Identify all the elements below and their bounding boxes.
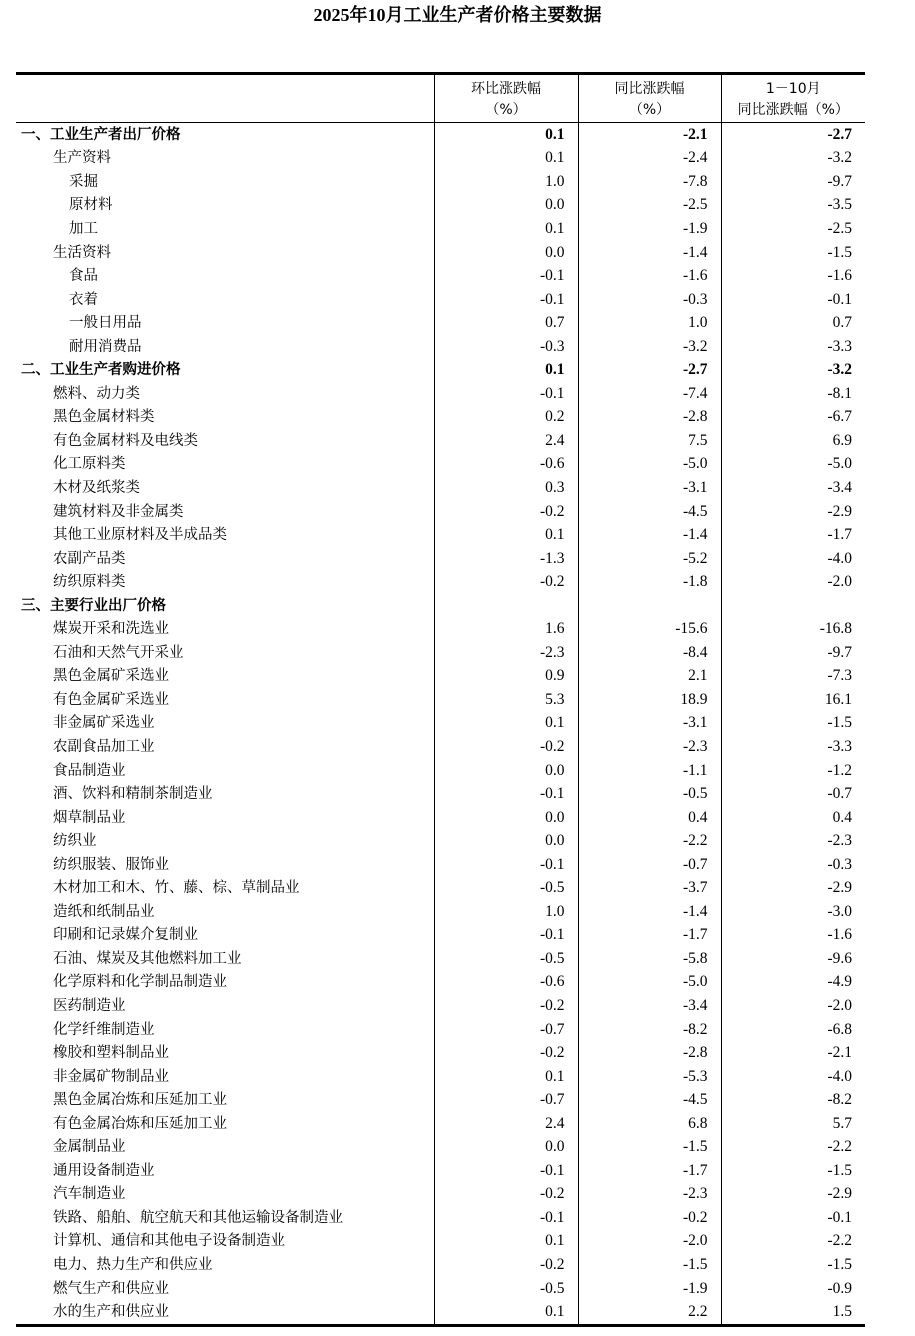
- ytd-yoy-change-value: -9.7: [721, 170, 865, 194]
- yoy-change-value: -2.7: [578, 358, 721, 382]
- row-label: 燃气生产和供应业: [53, 1280, 169, 1297]
- table-row: [16, 217, 865, 241]
- table-row: [16, 1183, 865, 1207]
- mom-change-value: -0.5: [434, 947, 578, 971]
- ytd-yoy-change-value: 0.7: [721, 311, 865, 335]
- mom-change-value: -0.3: [434, 335, 578, 359]
- yoy-change-value: -0.2: [578, 1206, 721, 1230]
- table-row: [16, 1088, 865, 1112]
- table-row: [16, 688, 865, 712]
- mom-change-value: -0.2: [434, 735, 578, 759]
- table-row: [16, 735, 865, 759]
- header-yoy-label: 同比涨跌幅: [614, 80, 685, 97]
- table-row: [16, 311, 865, 335]
- mom-change-value: 0.0: [434, 1136, 578, 1160]
- mom-change-value: 0.1: [434, 147, 578, 171]
- table-row: [16, 665, 865, 689]
- row-label: 水的生产和供应业: [53, 1304, 169, 1321]
- table-row: [16, 523, 865, 547]
- row-label: 有色金属矿采选业: [53, 691, 169, 708]
- row-label: 燃料、动力类: [53, 385, 140, 402]
- table-row: [16, 194, 865, 218]
- yoy-change-value: -1.5: [578, 1136, 721, 1160]
- ytd-yoy-change-value: -2.3: [721, 829, 865, 853]
- row-label: 黑色金属材料类: [53, 409, 155, 426]
- ytd-yoy-change-value: 1.5: [721, 1300, 865, 1325]
- table-row: [16, 406, 865, 430]
- mom-change-value: -0.1: [434, 264, 578, 288]
- ytd-yoy-change-value: -3.2: [721, 358, 865, 382]
- ytd-yoy-change-value: -3.5: [721, 194, 865, 218]
- table-row: [16, 829, 865, 853]
- row-label: 非金属矿采选业: [53, 715, 155, 732]
- yoy-change-value: -3.4: [578, 994, 721, 1018]
- table-body: [16, 123, 865, 1326]
- ytd-yoy-change-value: -2.0: [721, 570, 865, 594]
- header-mom-unit: （%）: [485, 101, 527, 118]
- header-ytd-yoy-change: [721, 74, 865, 123]
- mom-change-value: 1.6: [434, 617, 578, 641]
- row-label: 农副食品加工业: [53, 738, 155, 755]
- table-row: [16, 759, 865, 783]
- mom-change-value: -0.1: [434, 1159, 578, 1183]
- mom-change-value: 5.3: [434, 688, 578, 712]
- mom-change-value: 0.3: [434, 476, 578, 500]
- ytd-yoy-change-value: -7.3: [721, 665, 865, 689]
- yoy-change-value: -4.5: [578, 1088, 721, 1112]
- row-label: 计算机、通信和其他电子设备制造业: [53, 1233, 285, 1250]
- table-row: [16, 1159, 865, 1183]
- mom-change-value: 0.1: [434, 1230, 578, 1254]
- row-label: 煤炭开采和洗选业: [53, 621, 169, 638]
- yoy-change-value: -5.0: [578, 453, 721, 477]
- mom-change-value: -0.2: [434, 1183, 578, 1207]
- ytd-yoy-change-value: -2.1: [721, 1041, 865, 1065]
- table-row: [16, 288, 865, 312]
- row-label: 金属制品业: [53, 1139, 126, 1156]
- yoy-change-value: -2.5: [578, 194, 721, 218]
- row-label: 化学原料和化学制品制造业: [53, 974, 227, 991]
- ytd-yoy-change-value: -2.0: [721, 994, 865, 1018]
- row-label: 耐用消费品: [69, 338, 142, 355]
- table-row: [16, 1206, 865, 1230]
- ytd-yoy-change-value: -1.6: [721, 264, 865, 288]
- row-label: 黑色金属冶炼和压延加工业: [53, 1092, 227, 1109]
- yoy-change-value: -2.0: [578, 1230, 721, 1254]
- ytd-yoy-change-value: -8.2: [721, 1088, 865, 1112]
- ytd-yoy-change-value: -5.0: [721, 453, 865, 477]
- mom-change-value: -0.5: [434, 877, 578, 901]
- yoy-change-value: -1.5: [578, 1253, 721, 1277]
- row-label: 农副产品类: [53, 550, 126, 567]
- table-row: [16, 1065, 865, 1089]
- table-row: [16, 429, 865, 453]
- header-ytd-period: 1－10月: [765, 80, 821, 97]
- yoy-change-value: -1.6: [578, 264, 721, 288]
- yoy-change-value: -0.7: [578, 853, 721, 877]
- ytd-yoy-change-value: 5.7: [721, 1112, 865, 1136]
- mom-change-value: -0.1: [434, 924, 578, 948]
- yoy-change-value: -5.0: [578, 971, 721, 995]
- header-yoy-change: [578, 74, 721, 123]
- row-label: 木材及纸浆类: [53, 479, 140, 496]
- yoy-change-value: 7.5: [578, 429, 721, 453]
- yoy-change-value: -1.8: [578, 570, 721, 594]
- row-label: 衣着: [69, 291, 98, 308]
- ytd-yoy-change-value: -4.0: [721, 547, 865, 571]
- yoy-change-value: 18.9: [578, 688, 721, 712]
- row-label: 石油、煤炭及其他燃料加工业: [53, 950, 242, 967]
- table-row: [16, 1230, 865, 1254]
- mom-change-value: -0.7: [434, 1018, 578, 1042]
- row-label: 医药制造业: [53, 998, 126, 1014]
- ytd-yoy-change-value: -1.5: [721, 1253, 865, 1277]
- row-label: 石油和天然气开采业: [53, 644, 184, 661]
- mom-change-value: 0.1: [434, 712, 578, 736]
- yoy-change-value: -5.3: [578, 1065, 721, 1089]
- ytd-yoy-change-value: -3.0: [721, 900, 865, 924]
- yoy-change-value: -8.2: [578, 1018, 721, 1042]
- table-row: [16, 335, 865, 359]
- yoy-change-value: -3.7: [578, 877, 721, 901]
- row-label: 一般日用品: [69, 315, 142, 332]
- yoy-change-value: -1.7: [578, 924, 721, 948]
- table-section-row: [16, 358, 865, 382]
- ytd-yoy-change-value: -2.9: [721, 1183, 865, 1207]
- yoy-change-value: -15.6: [578, 617, 721, 641]
- ytd-yoy-change-value: -1.5: [721, 241, 865, 265]
- mom-change-value: 0.1: [434, 1300, 578, 1325]
- yoy-change-value: -3.2: [578, 335, 721, 359]
- row-label: 二、工业生产者购进价格: [21, 362, 181, 379]
- table-row: [16, 806, 865, 830]
- mom-change-value: [434, 594, 578, 618]
- table-row: [16, 947, 865, 971]
- ytd-yoy-change-value: -3.3: [721, 735, 865, 759]
- yoy-change-value: 0.4: [578, 806, 721, 830]
- row-label: 采掘: [69, 173, 98, 190]
- row-label: 三、主要行业出厂价格: [21, 597, 166, 614]
- ytd-yoy-change-value: -1.7: [721, 523, 865, 547]
- yoy-change-value: 1.0: [578, 311, 721, 335]
- mom-change-value: 2.4: [434, 1112, 578, 1136]
- yoy-change-value: -1.4: [578, 523, 721, 547]
- row-label: 有色金属冶炼和压延加工业: [53, 1115, 227, 1132]
- table-row: [16, 453, 865, 477]
- table-row: [16, 1253, 865, 1277]
- ytd-yoy-change-value: -2.2: [721, 1136, 865, 1160]
- ytd-yoy-change-value: -0.3: [721, 853, 865, 877]
- yoy-change-value: -8.4: [578, 641, 721, 665]
- yoy-change-value: -3.1: [578, 476, 721, 500]
- yoy-change-value: -2.2: [578, 829, 721, 853]
- ytd-yoy-change-value: -9.7: [721, 641, 865, 665]
- ytd-yoy-change-value: -3.2: [721, 147, 865, 171]
- row-label: 通用设备制造业: [53, 1162, 155, 1179]
- ytd-yoy-change-value: -0.1: [721, 288, 865, 312]
- table-section-row: [16, 123, 865, 147]
- yoy-change-value: -0.5: [578, 782, 721, 806]
- ytd-yoy-change-value: -3.4: [721, 476, 865, 500]
- yoy-change-value: -2.3: [578, 735, 721, 759]
- yoy-change-value: -1.7: [578, 1159, 721, 1183]
- row-label: 造纸和纸制品业: [53, 903, 155, 920]
- mom-change-value: 2.4: [434, 429, 578, 453]
- row-label: 有色金属材料及电线类: [53, 432, 198, 449]
- table-row: [16, 241, 865, 265]
- mom-change-value: -0.7: [434, 1088, 578, 1112]
- yoy-change-value: -2.8: [578, 1041, 721, 1065]
- mom-change-value: -0.6: [434, 453, 578, 477]
- mom-change-value: 0.7: [434, 311, 578, 335]
- mom-change-value: -0.1: [434, 782, 578, 806]
- table-section-row: [16, 594, 865, 618]
- yoy-change-value: -2.8: [578, 406, 721, 430]
- row-label: 生活资料: [53, 244, 111, 261]
- ytd-yoy-change-value: -0.1: [721, 1206, 865, 1230]
- row-label: 印刷和记录媒介复制业: [53, 927, 198, 944]
- mom-change-value: 0.0: [434, 759, 578, 783]
- yoy-change-value: 2.1: [578, 665, 721, 689]
- table-row: [16, 570, 865, 594]
- mom-change-value: 0.1: [434, 217, 578, 241]
- row-label: 一、工业生产者出厂价格: [21, 126, 181, 143]
- table-row: [16, 641, 865, 665]
- ytd-yoy-change-value: -4.9: [721, 971, 865, 995]
- row-label: 铁路、船舶、航空航天和其他运输设备制造业: [53, 1209, 343, 1226]
- mom-change-value: -0.1: [434, 1206, 578, 1230]
- ytd-yoy-change-value: -2.5: [721, 217, 865, 241]
- row-label: 非金属矿物制品业: [53, 1068, 169, 1085]
- mom-change-value: 0.0: [434, 829, 578, 853]
- ytd-yoy-change-value: -2.7: [721, 123, 865, 147]
- ytd-yoy-change-value: -2.9: [721, 877, 865, 901]
- page-title: 2025年10月工业生产者价格主要数据: [313, 5, 602, 25]
- mom-change-value: -0.5: [434, 1277, 578, 1301]
- table-row: [16, 712, 865, 736]
- ytd-yoy-change-value: -1.6: [721, 924, 865, 948]
- ytd-yoy-change-value: -6.8: [721, 1018, 865, 1042]
- ytd-yoy-change-value: 16.1: [721, 688, 865, 712]
- yoy-change-value: -1.9: [578, 1277, 721, 1301]
- ytd-yoy-change-value: -16.8: [721, 617, 865, 641]
- table-row: [16, 264, 865, 288]
- ytd-yoy-change-value: [721, 594, 865, 618]
- yoy-change-value: [578, 594, 721, 618]
- mom-change-value: 0.1: [434, 523, 578, 547]
- yoy-change-value: 2.2: [578, 1300, 721, 1325]
- yoy-change-value: -4.5: [578, 500, 721, 524]
- mom-change-value: 0.1: [434, 1065, 578, 1089]
- mom-change-value: -1.3: [434, 547, 578, 571]
- yoy-change-value: -5.2: [578, 547, 721, 571]
- yoy-change-value: -7.4: [578, 382, 721, 406]
- table-row: [16, 1041, 865, 1065]
- mom-change-value: -0.2: [434, 1253, 578, 1277]
- table-row: [16, 1300, 865, 1325]
- row-label: 纺织服装、服饰业: [53, 856, 169, 873]
- table-row: [16, 853, 865, 877]
- mom-change-value: 0.9: [434, 665, 578, 689]
- row-label: 化工原料类: [53, 456, 126, 473]
- table-row: [16, 1277, 865, 1301]
- table-row: [16, 900, 865, 924]
- mom-change-value: 0.2: [434, 406, 578, 430]
- ytd-yoy-change-value: -4.0: [721, 1065, 865, 1089]
- mom-change-value: -0.6: [434, 971, 578, 995]
- mom-change-value: -0.2: [434, 994, 578, 1018]
- row-label: 橡胶和塑料制品业: [53, 1045, 169, 1062]
- header-ytd-label: 同比涨跌幅（%）: [737, 101, 849, 118]
- row-label: 其他工业原材料及半成品类: [53, 527, 227, 544]
- table-row: [16, 971, 865, 995]
- yoy-change-value: -1.1: [578, 759, 721, 783]
- ytd-yoy-change-value: -6.7: [721, 406, 865, 430]
- header-mom-label: 环比涨跌幅: [471, 80, 541, 97]
- ytd-yoy-change-value: -8.1: [721, 382, 865, 406]
- table-row: [16, 476, 865, 500]
- mom-change-value: -2.3: [434, 641, 578, 665]
- row-label: 加工: [69, 220, 98, 237]
- table-row: [16, 1136, 865, 1160]
- ppi-data-table: [16, 72, 865, 1327]
- header-item-column: [16, 74, 434, 123]
- row-label: 汽车制造业: [53, 1186, 126, 1203]
- yoy-change-value: -2.1: [578, 123, 721, 147]
- ytd-yoy-change-value: -2.2: [721, 1230, 865, 1254]
- mom-change-value: -0.1: [434, 288, 578, 312]
- mom-change-value: -0.1: [434, 853, 578, 877]
- table-row: [16, 924, 865, 948]
- mom-change-value: 0.1: [434, 123, 578, 147]
- mom-change-value: -0.2: [434, 500, 578, 524]
- yoy-change-value: -0.3: [578, 288, 721, 312]
- mom-change-value: 1.0: [434, 900, 578, 924]
- header-mom-change: [434, 74, 578, 123]
- table-row: [16, 500, 865, 524]
- mom-change-value: 1.0: [434, 170, 578, 194]
- ytd-yoy-change-value: -1.5: [721, 1159, 865, 1183]
- ytd-yoy-change-value: 0.4: [721, 806, 865, 830]
- table-row: [16, 547, 865, 571]
- row-label: 化学纤维制造业: [53, 1021, 155, 1038]
- table-row: [16, 170, 865, 194]
- table-header-row: [16, 74, 865, 123]
- table-row: [16, 877, 865, 901]
- ytd-yoy-change-value: -9.6: [721, 947, 865, 971]
- yoy-change-value: -1.4: [578, 241, 721, 265]
- table-row: [16, 1018, 865, 1042]
- yoy-change-value: -2.3: [578, 1183, 721, 1207]
- ytd-yoy-change-value: -2.9: [721, 500, 865, 524]
- row-label: 木材加工和木、竹、藤、棕、草制品业: [53, 880, 300, 897]
- yoy-change-value: -2.4: [578, 147, 721, 171]
- table-row: [16, 147, 865, 171]
- yoy-change-value: 6.8: [578, 1112, 721, 1136]
- yoy-change-value: -1.9: [578, 217, 721, 241]
- ytd-yoy-change-value: -0.7: [721, 782, 865, 806]
- row-label: 纺织业: [53, 833, 97, 850]
- yoy-change-value: -1.4: [578, 900, 721, 924]
- table-row: [16, 1112, 865, 1136]
- mom-change-value: 0.0: [434, 806, 578, 830]
- ytd-yoy-change-value: -3.3: [721, 335, 865, 359]
- row-label: 酒、饮料和精制茶制造业: [53, 786, 213, 803]
- table-row: [16, 782, 865, 806]
- ytd-yoy-change-value: -1.5: [721, 712, 865, 736]
- row-label: 原材料: [69, 197, 113, 214]
- mom-change-value: 0.0: [434, 194, 578, 218]
- row-label: 烟草制品业: [53, 809, 126, 826]
- mom-change-value: -0.1: [434, 382, 578, 406]
- row-label: 电力、热力生产和供应业: [53, 1257, 213, 1274]
- yoy-change-value: -3.1: [578, 712, 721, 736]
- row-label: 食品制造业: [53, 762, 126, 779]
- yoy-change-value: -5.8: [578, 947, 721, 971]
- table-row: [16, 617, 865, 641]
- header-yoy-unit: （%）: [628, 101, 671, 118]
- yoy-change-value: -7.8: [578, 170, 721, 194]
- mom-change-value: -0.2: [434, 1041, 578, 1065]
- ytd-yoy-change-value: 6.9: [721, 429, 865, 453]
- row-label: 食品: [69, 268, 98, 285]
- mom-change-value: 0.1: [434, 358, 578, 382]
- mom-change-value: 0.0: [434, 241, 578, 265]
- table-row: [16, 994, 865, 1018]
- table-row: [16, 382, 865, 406]
- ytd-yoy-change-value: -1.2: [721, 759, 865, 783]
- row-label: 建筑材料及非金属类: [53, 503, 184, 520]
- row-label: 生产资料: [53, 150, 111, 167]
- row-label: 纺织原料类: [53, 574, 126, 591]
- row-label: 黑色金属矿采选业: [53, 668, 169, 685]
- mom-change-value: -0.2: [434, 570, 578, 594]
- ytd-yoy-change-value: -0.9: [721, 1277, 865, 1301]
